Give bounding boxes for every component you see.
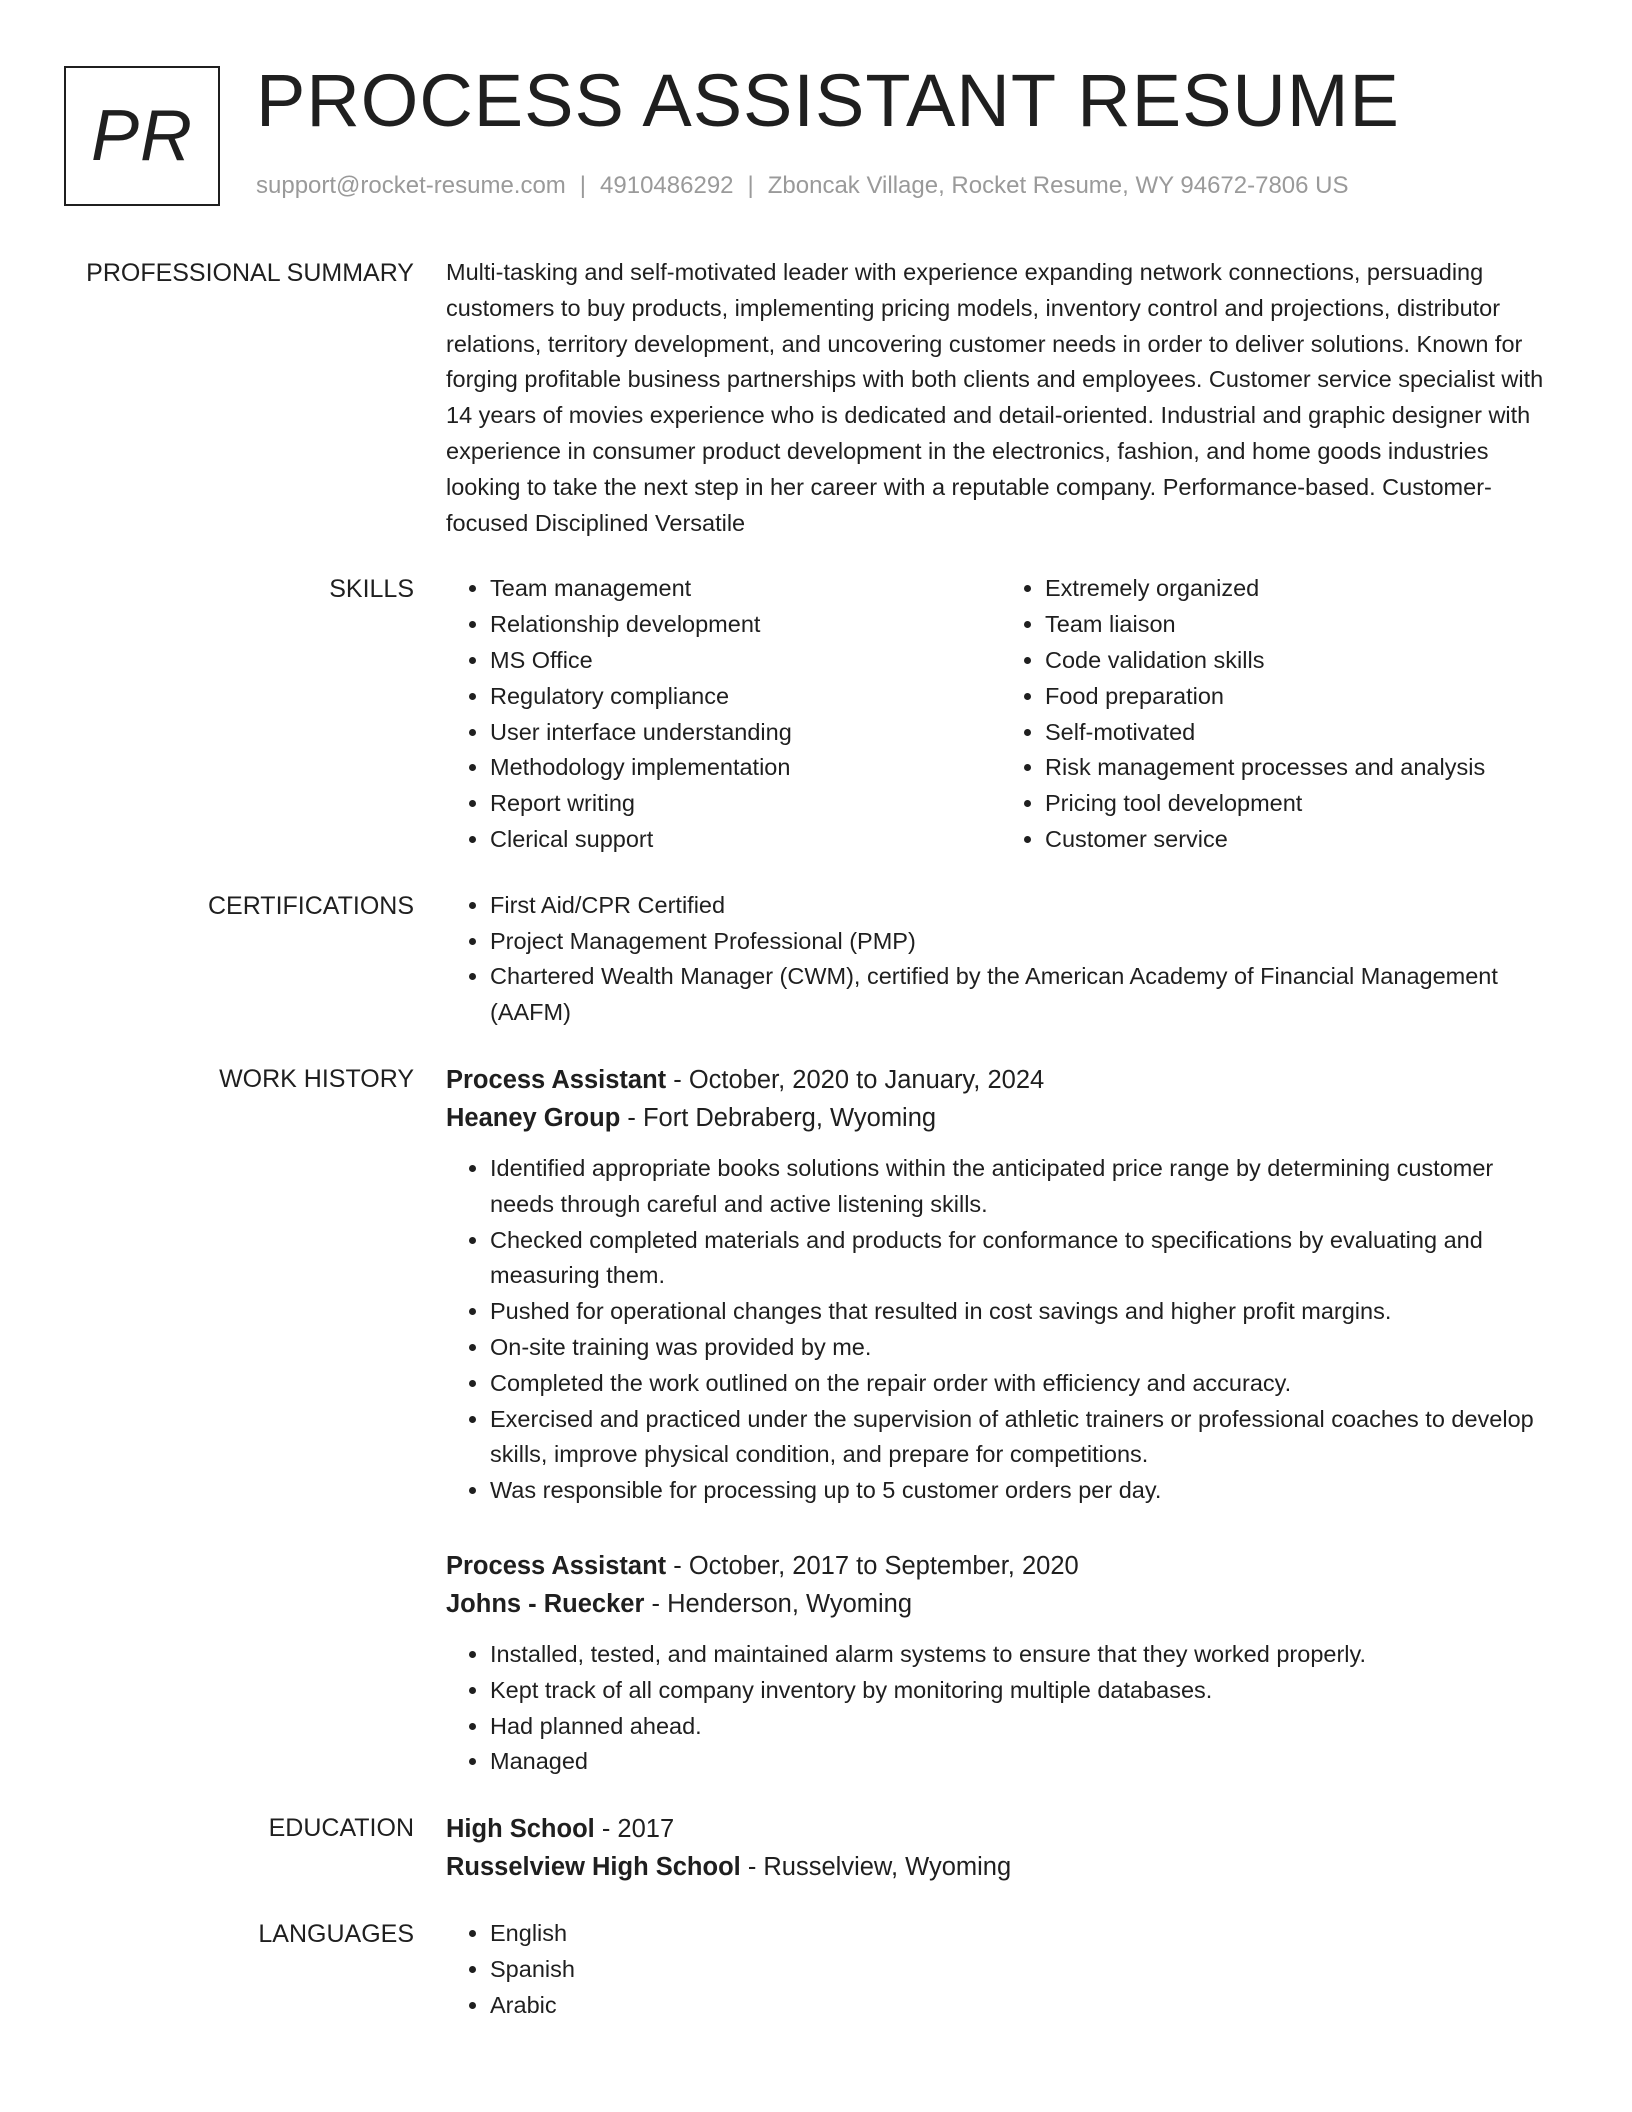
section-label: SKILLS: [329, 575, 414, 604]
list-item: • Arabic: [490, 1988, 1556, 2024]
list-item: • Report writing: [490, 786, 1001, 822]
list-item: • Spanish: [490, 1952, 1556, 1988]
skills-section: [0, 571, 1632, 857]
section-label: WORK HISTORY: [219, 1064, 414, 1093]
skills-list-left: [446, 571, 1001, 857]
list-item: • Exercised and practiced under the supervision of athletic trainers or professional coaches to develop skills, improve physical condition, and prepare for competitions.: [490, 1402, 1556, 1474]
monogram-logo: PR: [64, 66, 220, 206]
job-dates: - October, 2017 to September, 2020: [666, 1551, 1079, 1580]
job-company-line: [446, 1099, 1556, 1137]
school-name: Russelview High School: [446, 1853, 741, 1882]
list-item: • Self-motivated: [1045, 715, 1556, 751]
section-label: CERTIFICATIONS: [207, 891, 414, 920]
degree-line: [446, 1810, 1556, 1848]
job-entry: [446, 1061, 1556, 1509]
job-entry: [446, 1547, 1556, 1780]
skills-list-right: [1001, 571, 1556, 857]
list-item: • MS Office: [490, 643, 1001, 679]
grad-year: - 2017: [594, 1815, 675, 1844]
list-item: • English: [490, 1916, 1556, 1952]
list-item: • Regulatory compliance: [490, 679, 1001, 715]
list-item: • User interface understanding: [490, 715, 1001, 751]
list-item: • Code validation skills: [1045, 643, 1556, 679]
section-label: LANGUAGES: [258, 1920, 414, 1949]
list-item: • Risk management processes and analysis: [1045, 750, 1556, 786]
job-title: Process Assistant: [446, 1551, 667, 1580]
job-bullets: [446, 1637, 1556, 1780]
degree: High School: [446, 1815, 595, 1844]
list-item: • Had planned ahead.: [490, 1709, 1556, 1745]
company-name: Heaney Group: [446, 1103, 621, 1132]
job-dates: - October, 2020 to January, 2024: [666, 1065, 1045, 1094]
job-bullets: [446, 1151, 1556, 1509]
list-item: • Kept track of all company inventory by monitoring multiple databases.: [490, 1673, 1556, 1709]
company-name: Johns - Ruecker: [446, 1589, 645, 1618]
list-item: • Pricing tool development: [1045, 786, 1556, 822]
phone: 4910486292: [600, 172, 734, 199]
separator: |: [579, 172, 587, 199]
company-location: - Henderson, Wyoming: [644, 1589, 913, 1618]
list-item: • Identified appropriate books solutions within the anticipated price range by determining customer needs through careful and active listening skills.: [490, 1151, 1556, 1223]
list-item: • Relationship development: [490, 607, 1001, 643]
job-title-line: [446, 1547, 1556, 1585]
work-history-section: [0, 1061, 1632, 1780]
summary-section: [0, 255, 1632, 541]
job-company-line: [446, 1585, 1556, 1623]
separator: |: [747, 172, 754, 199]
school-location: - Russelview, Wyoming: [740, 1853, 1012, 1882]
list-item: • Methodology implementation: [490, 750, 1001, 786]
list-item: • Food preparation: [1045, 679, 1556, 715]
section-label: PROFESSIONAL SUMMARY: [86, 259, 414, 287]
certifications-section: [0, 888, 1632, 1031]
email: support@rocket-resume.com: [256, 172, 566, 199]
list-item: • Pushed for operational changes that resulted in cost savings and higher profit margins.: [490, 1294, 1556, 1330]
list-item: • On-site training was provided by me.: [490, 1330, 1556, 1366]
list-item: • Was responsible for processing up to 5 customer orders per day.: [490, 1473, 1556, 1509]
list-item: • Completed the work outlined on the repair order with efficiency and accuracy.: [490, 1366, 1556, 1402]
list-item: • Chartered Wealth Manager (CWM), certified by the American Academy of Financial Management (AAFM): [490, 959, 1556, 1031]
list-item: • Installed, tested, and maintained alarm systems to ensure that they worked properly.: [490, 1637, 1556, 1673]
list-item: • Project Management Professional (PMP): [490, 924, 1556, 960]
languages-section: [0, 1916, 1632, 2023]
list-item: • Team management: [490, 571, 1001, 607]
list-item: • Customer service: [1045, 822, 1556, 858]
list-item: • Clerical support: [490, 822, 1001, 858]
list-item: • First Aid/CPR Certified: [490, 888, 1556, 924]
list-item: • Checked completed materials and products for conformance to specifications by evaluating and measuring them.: [490, 1223, 1556, 1295]
certifications-list: [446, 888, 1556, 1031]
address: Zboncak Village, Rocket Resume, WY 94672-7806 US: [767, 172, 1349, 199]
list-item: • Extremely organized: [1045, 571, 1556, 607]
job-title: Process Assistant: [446, 1065, 667, 1094]
section-label: EDUCATION: [268, 1814, 414, 1843]
company-location: - Fort Debraberg, Wyoming: [620, 1103, 937, 1132]
education-section: [0, 1810, 1632, 1886]
summary-text: Multi-tasking and self-motivated leader with experience expanding network connections, persuading customers to buy products, implementing pricing models, inventory control and projections, distributor relations, territory development, and uncovering customer needs in order to deliver solutions. Known for forging profitable business partnerships with both clients and employees. Customer service specialist with 14 years of movies experience who is dedicated and detail-oriented. Industrial and graphic designer with experience in consumer product development in the electronics, fashion, and home goods industries looking to take the next step in her career with a reputable company. Performance-based. Customer-focused Disciplined Versatile: [446, 259, 1544, 536]
list-item: • Team liaison: [1045, 607, 1556, 643]
resume-content: [0, 255, 1632, 2053]
page-title: PROCESS ASSISTANT RESUME: [256, 59, 1400, 142]
list-item: • Managed: [490, 1744, 1556, 1780]
job-title-line: [446, 1061, 1556, 1099]
school-line: [446, 1848, 1556, 1886]
contact-line: [256, 172, 1349, 200]
languages-list: [446, 1916, 1556, 2023]
